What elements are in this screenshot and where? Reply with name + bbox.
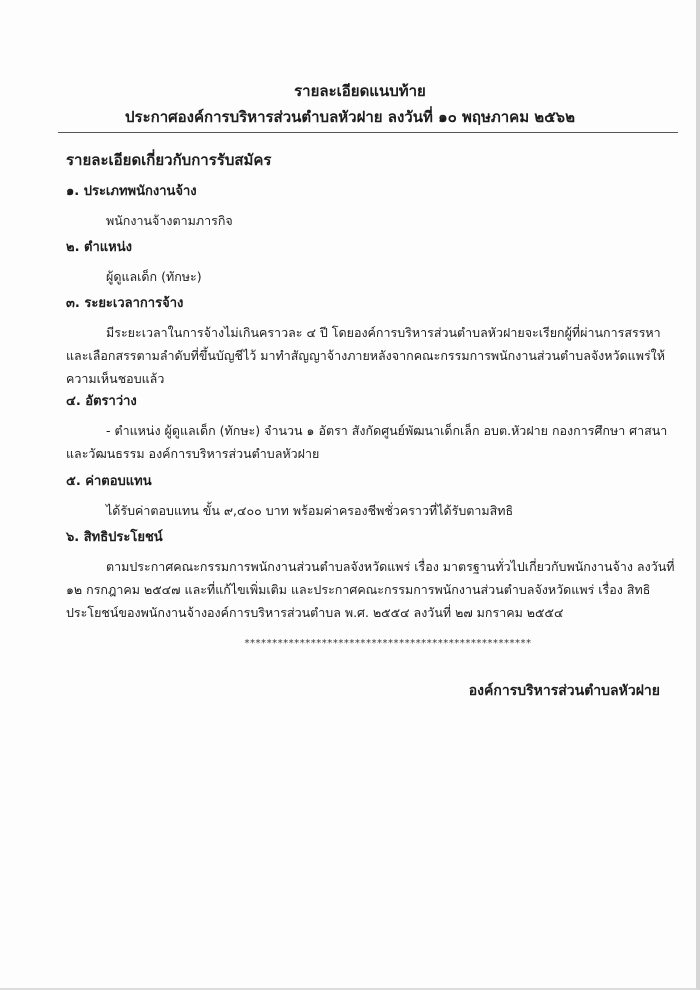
item-vacancy (66, 390, 678, 465)
item-heading: ๔. อัตราว่าง (66, 394, 137, 409)
item-body: - ตำแหน่ง ผู้ดูแลเด็ก (ทักษะ) จำนวน ๑ อัตรา สังกัดศูนย์พัฒนาเด็กเล็ก อบต.หัวฝาย กองการศึกษา ศาสนาและวัฒนธรรม องค์การบริหารส่วนตำบลหัวฝาย (66, 423, 668, 461)
item-heading: ๕. ค่าตอบแทน (66, 474, 152, 489)
item-heading: ๑. ประเภทพนักงานจ้าง (66, 184, 197, 199)
document-header (0, 80, 700, 128)
item-heading: ๖. สิทธิประโยชน์ (66, 530, 163, 545)
item-heading: ๒. ตำแหน่ง (66, 240, 132, 255)
header-divider (58, 132, 678, 133)
separator: **************************************************** (244, 638, 532, 649)
item-employment-period (66, 292, 678, 390)
item-heading: ๓. ระยะเวลาการจ้าง (66, 296, 184, 311)
header-subtitle: ประกาศองค์การบริหารส่วนตำบลหัวฝาย ลงวันที่ ๑๐ พฤษภาคม ๒๕๖๒ (125, 108, 575, 126)
section-title: รายละเอียดเกี่ยวกับการรับสมัคร (66, 151, 272, 169)
item-body: มีระยะเวลาในการจ้างไม่เกินคราวละ ๔ ปี โดยองค์การบริหารส่วนตำบลหัวฝายจะเรียกผู้ที่ผ่านการสรรหาและเลือกสรรตามลำดับที่ขึ้นบัญชีไว้ มาทำสัญญาจ้างภายหลังจากคณะกรรมการพนักงานส่วนตำบลจังหวัดแพร่ให้ความเห็นชอบแล้ว (66, 325, 666, 386)
header-title: รายละเอียดแนบท้าย (294, 82, 426, 100)
item-employee-type (66, 180, 678, 232)
signature: องค์การบริหารส่วนตำบลหัวฝาย (468, 683, 660, 699)
item-position (66, 236, 678, 288)
item-body: ผู้ดูแลเด็ก (ทักษะ) (106, 269, 202, 284)
item-body: ได้รับค่าตอบแทน ขั้น ๙,๔๐๐ บาท พร้อมค่าครองชีพชั่วคราวที่ได้รับตามสิทธิ (106, 503, 514, 518)
item-body: พนักงานจ้างตามภารกิจ (106, 213, 233, 228)
item-benefits (66, 526, 678, 624)
item-compensation (66, 470, 678, 522)
item-body: ตามประกาศคณะกรรมการพนักงานส่วนตำบลจังหวัดแพร่ เรื่อง มาตรฐานทั่วไปเกี่ยวกับพนักงานจ้าง ลงวันที่ ๑๒ กรกฎาคม ๒๕๔๗ และที่แก้ไขเพิ่มเติม และประกาศคณะกรรมการพนักงานส่วนตำบลจังหวัดแพร่ เรื่อง สิทธิประโยชน์ของพนักงานจ้างองค์การบริหารส่วนตำบล พ.ศ. ๒๕๕๔ ลงวันที่ ๒๗ มกราคม ๒๕๕๔ (66, 559, 675, 620)
